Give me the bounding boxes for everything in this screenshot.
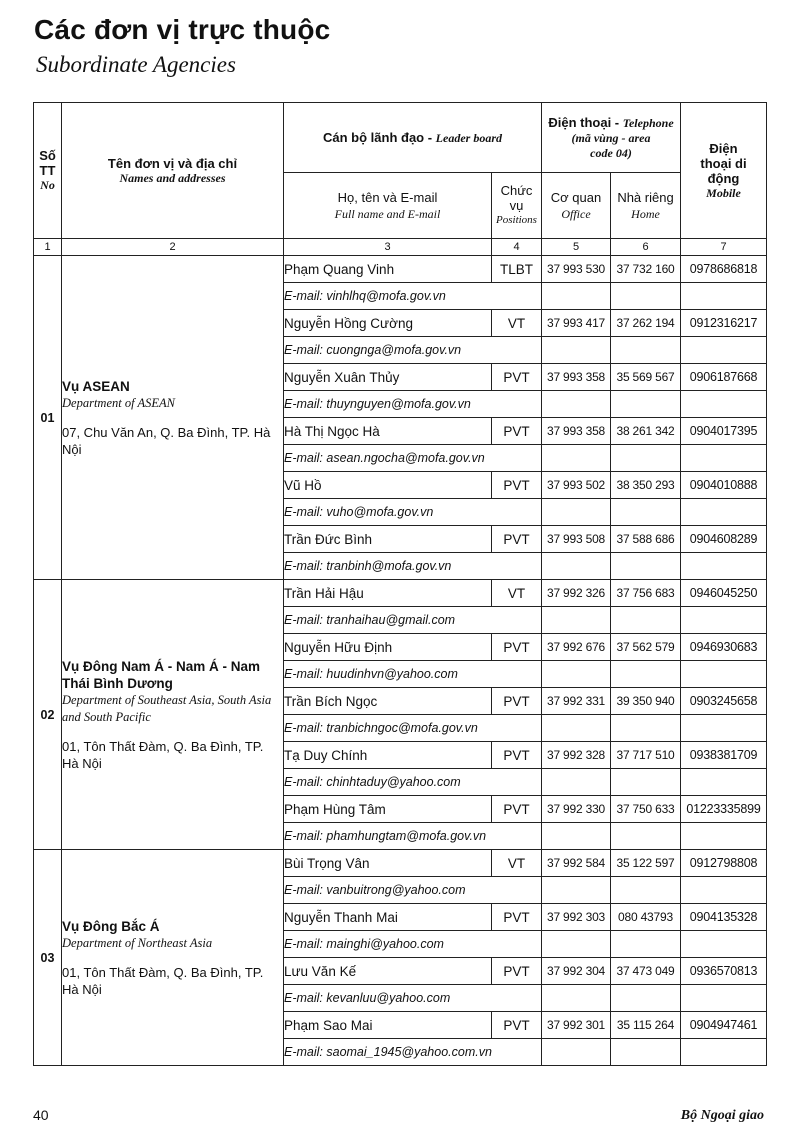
mobile-phone: 0946045250 (681, 580, 767, 607)
header-home (611, 173, 681, 239)
person-position: PVT (492, 1012, 542, 1039)
table-row (34, 580, 767, 607)
empty-cell (611, 985, 681, 1012)
header-phone-en: Telephone (622, 115, 674, 130)
empty-cell (681, 1039, 767, 1066)
person-name: Phạm Quang Vinh (284, 256, 492, 283)
office-phone: 37 992 676 (542, 634, 611, 661)
home-phone: 37 473 049 (611, 958, 681, 985)
person-name: Phạm Hùng Tâm (284, 796, 492, 823)
header-leader (284, 103, 542, 173)
footer-org: Bộ Ngoại giao (680, 1108, 764, 1123)
empty-cell (611, 931, 681, 958)
person-name: Hà Thị Ngọc Hà (284, 418, 492, 445)
header-pos-en: Positions (496, 214, 537, 226)
mobile-phone: 0904608289 (681, 526, 767, 553)
empty-cell (681, 607, 767, 634)
home-phone: 080 43793 (611, 904, 681, 931)
person-email: E-mail: mainghi@yahoo.com (284, 931, 542, 958)
home-phone: 37 588 686 (611, 526, 681, 553)
header-unit (62, 103, 284, 239)
unit-address: 07, Chu Văn An, Q. Ba Đình, TP. Hà Nội (62, 424, 271, 457)
mobile-phone: 0912798808 (681, 850, 767, 877)
home-phone: 38 350 293 (611, 472, 681, 499)
person-email: E-mail: vanbuitrong@yahoo.com (284, 877, 542, 904)
empty-cell (681, 769, 767, 796)
mobile-phone: 0904010888 (681, 472, 767, 499)
mobile-phone: 0938381709 (681, 742, 767, 769)
person-email: E-mail: vuho@mofa.gov.vn (284, 499, 542, 526)
header-name-en: Full name and E-mail (334, 206, 441, 221)
empty-cell (542, 1039, 611, 1066)
column-number: 4 (492, 239, 542, 256)
column-number: 2 (62, 239, 284, 256)
unit-name-en: Department of ASEAN (62, 395, 175, 410)
home-phone: 37 262 194 (611, 310, 681, 337)
header-no-vi: Số TT (39, 148, 56, 178)
empty-cell (542, 985, 611, 1012)
header-name-vi: Họ, tên và E-mail (337, 189, 438, 205)
office-phone: 37 992 303 (542, 904, 611, 931)
header-mobile-en: Mobile (706, 185, 741, 200)
office-phone: 37 992 584 (542, 850, 611, 877)
empty-cell (611, 553, 681, 580)
person-name: Trần Bích Ngọc (284, 688, 492, 715)
column-number: 3 (284, 239, 492, 256)
person-position: VT (492, 850, 542, 877)
person-position: PVT (492, 904, 542, 931)
person-name: Lưu Văn Kế (284, 958, 492, 985)
empty-cell (542, 607, 611, 634)
person-email: E-mail: asean.ngocha@mofa.gov.vn (284, 445, 542, 472)
person-name: Nguyễn Thanh Mai (284, 904, 492, 931)
unit-name: Vụ Đông Nam Á - Nam Á - Nam Thái Bình Dương (62, 658, 261, 691)
office-phone: 37 992 330 (542, 796, 611, 823)
person-name: Nguyễn Xuân Thủy (284, 364, 492, 391)
empty-cell (611, 391, 681, 418)
header-office (542, 173, 611, 239)
office-phone: 37 992 331 (542, 688, 611, 715)
person-name: Phạm Sao Mai (284, 1012, 492, 1039)
empty-cell (542, 823, 611, 850)
person-position: PVT (492, 364, 542, 391)
person-position: TLBT (492, 256, 542, 283)
empty-cell (542, 499, 611, 526)
header-phone-vi: Điện thoại - (548, 114, 623, 130)
header-mobile-vi: Điện thoại di động (700, 140, 747, 186)
unit-name: Vụ ASEAN (62, 378, 130, 394)
person-name: Tạ Duy Chính (284, 742, 492, 769)
unit-cell (62, 850, 284, 1066)
empty-cell (681, 661, 767, 688)
person-email: E-mail: huudinhvn@yahoo.com (284, 661, 542, 688)
person-name: Vũ Hồ (284, 472, 492, 499)
empty-cell (542, 445, 611, 472)
mobile-phone: 0978686818 (681, 256, 767, 283)
page-number: 40 (33, 1107, 49, 1123)
header-home-vi: Nhà riêng (617, 189, 674, 205)
header-no-en: No (40, 178, 55, 192)
mobile-phone: 0906187668 (681, 364, 767, 391)
header-leader-en: Leader board (435, 130, 502, 145)
office-phone: 37 993 417 (542, 310, 611, 337)
person-name: Nguyễn Hữu Định (284, 634, 492, 661)
header-unit-vi: Tên đơn vị và địa chỉ (107, 155, 238, 171)
header-home-en: Home (631, 206, 660, 221)
person-email: E-mail: tranbinh@mofa.gov.vn (284, 553, 542, 580)
home-phone: 37 732 160 (611, 256, 681, 283)
person-email: E-mail: saomai_1945@yahoo.com.vn (284, 1039, 542, 1066)
empty-cell (542, 661, 611, 688)
empty-cell (542, 877, 611, 904)
header-mobile (681, 103, 767, 239)
column-number: 6 (611, 239, 681, 256)
home-phone: 35 115 264 (611, 1012, 681, 1039)
empty-cell (542, 931, 611, 958)
person-position: PVT (492, 526, 542, 553)
person-name: Trần Đức Bình (284, 526, 492, 553)
person-name: Trần Hải Hậu (284, 580, 492, 607)
page-subtitle: Subordinate Agencies (36, 52, 236, 77)
empty-cell (542, 283, 611, 310)
empty-cell (681, 985, 767, 1012)
unit-cell (62, 256, 284, 580)
person-position: PVT (492, 634, 542, 661)
header-leader-vi: Cán bộ lãnh đạo - (323, 129, 436, 145)
office-phone: 37 992 328 (542, 742, 611, 769)
empty-cell (681, 823, 767, 850)
office-phone: 37 993 502 (542, 472, 611, 499)
unit-name-en: Department of Southeast Asia, South Asia and South Pacific (62, 692, 272, 724)
home-phone: 37 562 579 (611, 634, 681, 661)
table-header (34, 103, 767, 256)
person-email: E-mail: chinhtaduy@yahoo.com (284, 769, 542, 796)
mobile-phone: 0904017395 (681, 418, 767, 445)
column-number: 5 (542, 239, 611, 256)
empty-cell (611, 877, 681, 904)
mobile-phone: 0912316217 (681, 310, 767, 337)
header-phone (542, 103, 681, 173)
person-email: E-mail: tranbichngoc@mofa.gov.vn (284, 715, 542, 742)
office-phone: 37 993 358 (542, 418, 611, 445)
person-position: PVT (492, 688, 542, 715)
person-email: E-mail: kevanluu@yahoo.com (284, 985, 542, 1012)
unit-address: 01, Tôn Thất Đàm, Q. Ba Đình, TP. Hà Nội (62, 964, 264, 997)
empty-cell (681, 715, 767, 742)
empty-cell (611, 769, 681, 796)
header-unit-en: Names and addresses (119, 170, 226, 185)
unit-name: Vụ Đông Bắc Á (62, 918, 160, 934)
empty-cell (542, 337, 611, 364)
home-phone: 35 569 567 (611, 364, 681, 391)
empty-cell (681, 337, 767, 364)
person-email: E-mail: phamhungtam@mofa.gov.vn (284, 823, 542, 850)
header-no (34, 103, 62, 239)
table-row (34, 256, 767, 283)
office-phone: 37 993 508 (542, 526, 611, 553)
home-phone: 39 350 940 (611, 688, 681, 715)
person-email: E-mail: thuynguyen@mofa.gov.vn (284, 391, 542, 418)
empty-cell (681, 445, 767, 472)
person-position: VT (492, 310, 542, 337)
empty-cell (681, 877, 767, 904)
empty-cell (611, 1039, 681, 1066)
empty-cell (542, 715, 611, 742)
unit-number: 01 (34, 256, 62, 580)
header-phone-code: (mã vùng - area code 04) (571, 130, 651, 160)
mobile-phone: 0904947461 (681, 1012, 767, 1039)
header-office-en: Office (561, 206, 591, 221)
empty-cell (681, 283, 767, 310)
person-email: E-mail: cuongnga@mofa.gov.vn (284, 337, 542, 364)
column-number: 1 (34, 239, 62, 256)
unit-number: 03 (34, 850, 62, 1066)
person-position: PVT (492, 472, 542, 499)
home-phone: 37 756 683 (611, 580, 681, 607)
person-email: E-mail: tranhaihau@gmail.com (284, 607, 542, 634)
home-phone: 38 261 342 (611, 418, 681, 445)
person-position: PVT (492, 958, 542, 985)
home-phone: 37 717 510 (611, 742, 681, 769)
mobile-phone: 01223335899 (681, 796, 767, 823)
home-phone: 35 122 597 (611, 850, 681, 877)
mobile-phone: 0936570813 (681, 958, 767, 985)
empty-cell (611, 499, 681, 526)
header-pos (492, 173, 542, 239)
office-phone: 37 992 301 (542, 1012, 611, 1039)
empty-cell (681, 499, 767, 526)
column-number: 7 (681, 239, 767, 256)
header-pos-vi: Chức vụ (500, 183, 533, 213)
unit-address: 01, Tôn Thất Đàm, Q. Ba Đình, TP. Hà Nội (62, 738, 264, 771)
person-email: E-mail: vinhlhq@mofa.gov.vn (284, 283, 542, 310)
table-body (34, 256, 767, 1066)
empty-cell (542, 553, 611, 580)
page-title: Các đơn vị trực thuộc (34, 14, 331, 45)
empty-cell (681, 931, 767, 958)
person-position: PVT (492, 418, 542, 445)
header-name (284, 173, 492, 239)
unit-number: 02 (34, 580, 62, 850)
table-row (34, 850, 767, 877)
empty-cell (611, 715, 681, 742)
home-phone: 37 750 633 (611, 796, 681, 823)
office-phone: 37 992 304 (542, 958, 611, 985)
empty-cell (542, 391, 611, 418)
unit-name-en: Department of Northeast Asia (62, 935, 213, 950)
empty-cell (611, 283, 681, 310)
empty-cell (611, 607, 681, 634)
person-name: Nguyễn Hồng Cường (284, 310, 492, 337)
header-office-vi: Cơ quan (550, 189, 602, 205)
person-name: Bùi Trọng Vân (284, 850, 492, 877)
empty-cell (542, 769, 611, 796)
mobile-phone: 0904135328 (681, 904, 767, 931)
directory-table (33, 102, 767, 1066)
mobile-phone: 0903245658 (681, 688, 767, 715)
person-position: VT (492, 580, 542, 607)
person-position: PVT (492, 796, 542, 823)
unit-cell (62, 580, 284, 850)
person-position: PVT (492, 742, 542, 769)
empty-cell (611, 337, 681, 364)
office-phone: 37 993 358 (542, 364, 611, 391)
mobile-phone: 0946930683 (681, 634, 767, 661)
column-number-row (34, 239, 767, 256)
office-phone: 37 992 326 (542, 580, 611, 607)
empty-cell (611, 661, 681, 688)
empty-cell (681, 391, 767, 418)
empty-cell (611, 445, 681, 472)
office-phone: 37 993 530 (542, 256, 611, 283)
empty-cell (611, 823, 681, 850)
empty-cell (681, 553, 767, 580)
